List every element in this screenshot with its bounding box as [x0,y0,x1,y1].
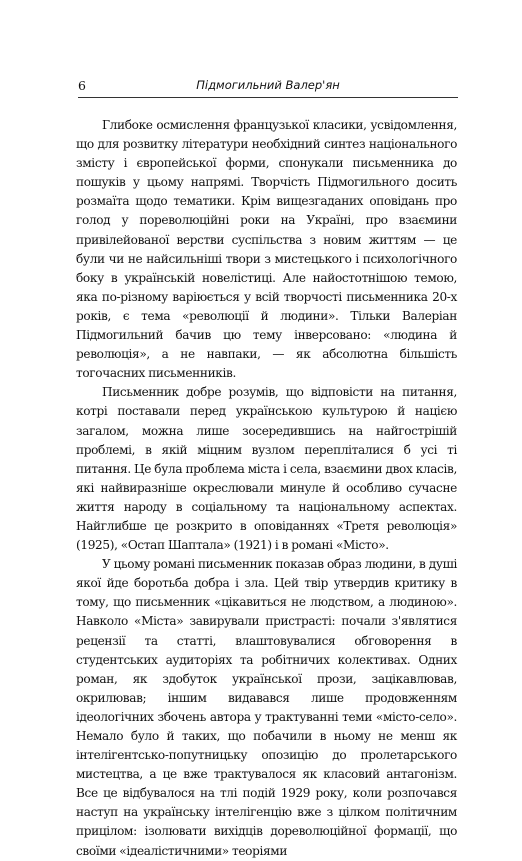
body-text [76,116,457,861]
paragraph-3: У цьому романі письменник показав образ людини, в душі якої йде боротьба добра і зла. Цей твір утвердив критику в тому, що письменник «цікавиться не людством, а людиною». Навколо «Міста» завирували пристрасті: почали з'являтися рецензії та статті, влаштовувалися обговорення в студентських аудиторіях та робітничих колективах. Одних роман, як здобуток української прози, зацікавлював, окрилював; іншим видавався лише продовженням ідеологічних збочень автора у трактуванні теми «місто-село». Немало було й таких, що побачили в ньому не менш як інтелігентсько-попутницьку опозицію до пролетарського мистецтва, а це вже трактувалося як класовий антагонізм. Все це відбувалося на тлі подій 1929 року, коли розпочався наступ на українську інтелігенцію вже з цілком політичним прицілом: ізолювати вихідців дореволюційної формації, що своїми «ідеалістичними» теоріями [76,557,457,858]
page-header [78,78,458,100]
paragraph-1: Глибоке осмислення французької класики, усвідомлення, що для розвитку літератури необхідний синтез національного змісту і європейської форми, спонукали письменника до пошуків у цьому напрямі. Творчість Підмогильного досить розмаїта щодо тематики. Крім вищезгаданих оповідань про голод у пореволюційні роки на Україні, про взаємини привілейованої верстви суспільства з новим життям — це були чи не найсильніші твори з мистецького і психологічного боку в українській новелістиці. Але найостотнішою темою, яка по-різному варіюється у всій творчості письменника 20-х років, є тема «революції й людини». Тільки Валеріан Підмогильний бачив цю тему інверсовано: «людина й революція», а не навпаки, — як абсолютна більшість тогочасних письменників. [76,118,457,381]
running-title: Підмогильний Валер'ян [196,78,340,92]
paragraph-2: Письменник добре розумів, що відповісти на питання, котрі поставали перед українською культурою й нацією загалом, можна лише зосередившись на найгострішій проблемі, в якій міцним вузлом переплiталися б усі ті питання. Це була проблема міста і села, взаємини двох класів, які найвиразніше окреслювали минуле й особливо сучасне життя народу в соціальному та національному аспектах. Найглибше це розкрито в оповіданнях «Третя революція» (1925), «Остап Шаптала» (1921) і в романі «Місто». [76,385,457,553]
header-rule [78,97,458,98]
page-number: 6 [78,78,86,93]
